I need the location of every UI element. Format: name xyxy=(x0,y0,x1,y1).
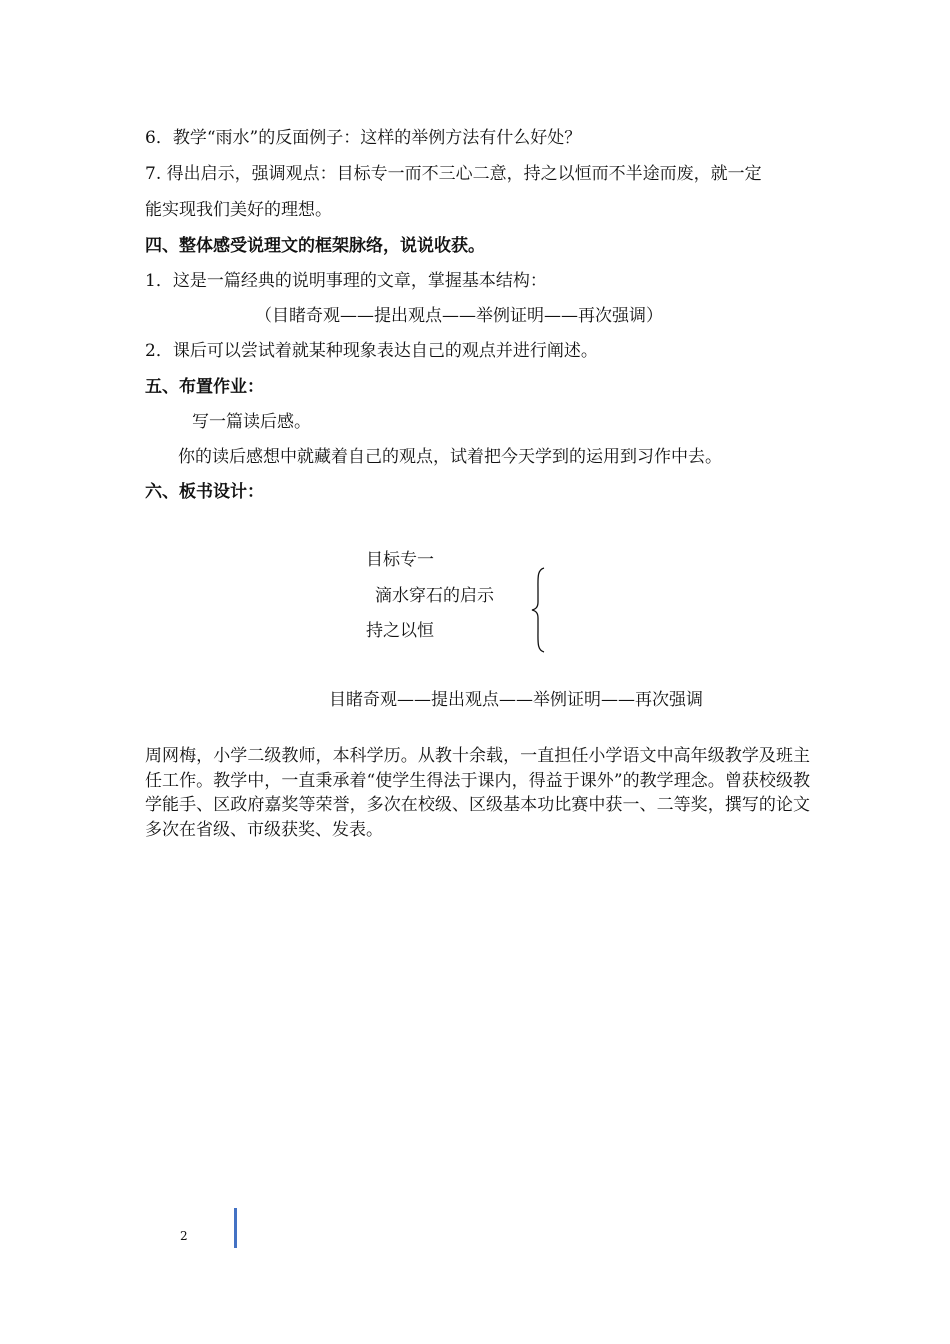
step-7-text-line2: 能实现我们美好的理想。 xyxy=(145,200,332,220)
section-4-item-1: 1．这是一篇经典的说明事理的文章，掌握基本结构： xyxy=(145,271,547,291)
section-4-item-2: 2．课后可以尝试着就某种现象表达自己的观点并进行阐述。 xyxy=(145,341,598,361)
step-6-text: 6．教学“雨水”的反面例子：这样的举例方法有什么好处？ xyxy=(145,128,582,148)
footer-divider-bar xyxy=(234,1208,237,1248)
board-structure: 目睹奇观——提出观点——举例证明——再次强调 xyxy=(329,690,703,710)
section-4-heading: 四、整体感受说理文的框架脉络，说说收获。 xyxy=(145,236,485,256)
board-line-2: 滴水穿石的启示 xyxy=(375,586,494,606)
curly-brace-icon xyxy=(530,566,550,654)
section-5-heading: 五、布置作业： xyxy=(145,377,264,397)
section-4-structure: （目睹奇观——提出观点——举例证明——再次强调） xyxy=(255,306,663,326)
board-line-3: 持之以恒 xyxy=(366,621,434,641)
section-6-heading: 六、板书设计： xyxy=(145,482,264,502)
author-bio: 周网梅，小学二级教师，本科学历。从教十余载，一直担任小学语文中高年级教学及班主任工作。教学中，一直秉承着“使学生得法于课内，得益于课外”的教学理念。曾获校级教学能手、区政府嘉奖等荣誉，多次在校级、区级基本功比赛中获一、二等奖，撰写的论文多次在省级、市级获奖、发表。 xyxy=(145,746,810,840)
board-line-1: 目标专一 xyxy=(366,550,434,570)
page-number: 2 xyxy=(180,1229,188,1243)
step-7-text-line1: 7. 得出启示，强调观点：目标专一而不三心二意，持之以恒而不半途而废，就一定 xyxy=(145,164,762,184)
section-5-hint: 你的读后感想中就藏着自己的观点，试着把今天学到的运用到习作中去。 xyxy=(178,447,722,467)
section-5-task: 写一篇读后感。 xyxy=(192,412,311,432)
